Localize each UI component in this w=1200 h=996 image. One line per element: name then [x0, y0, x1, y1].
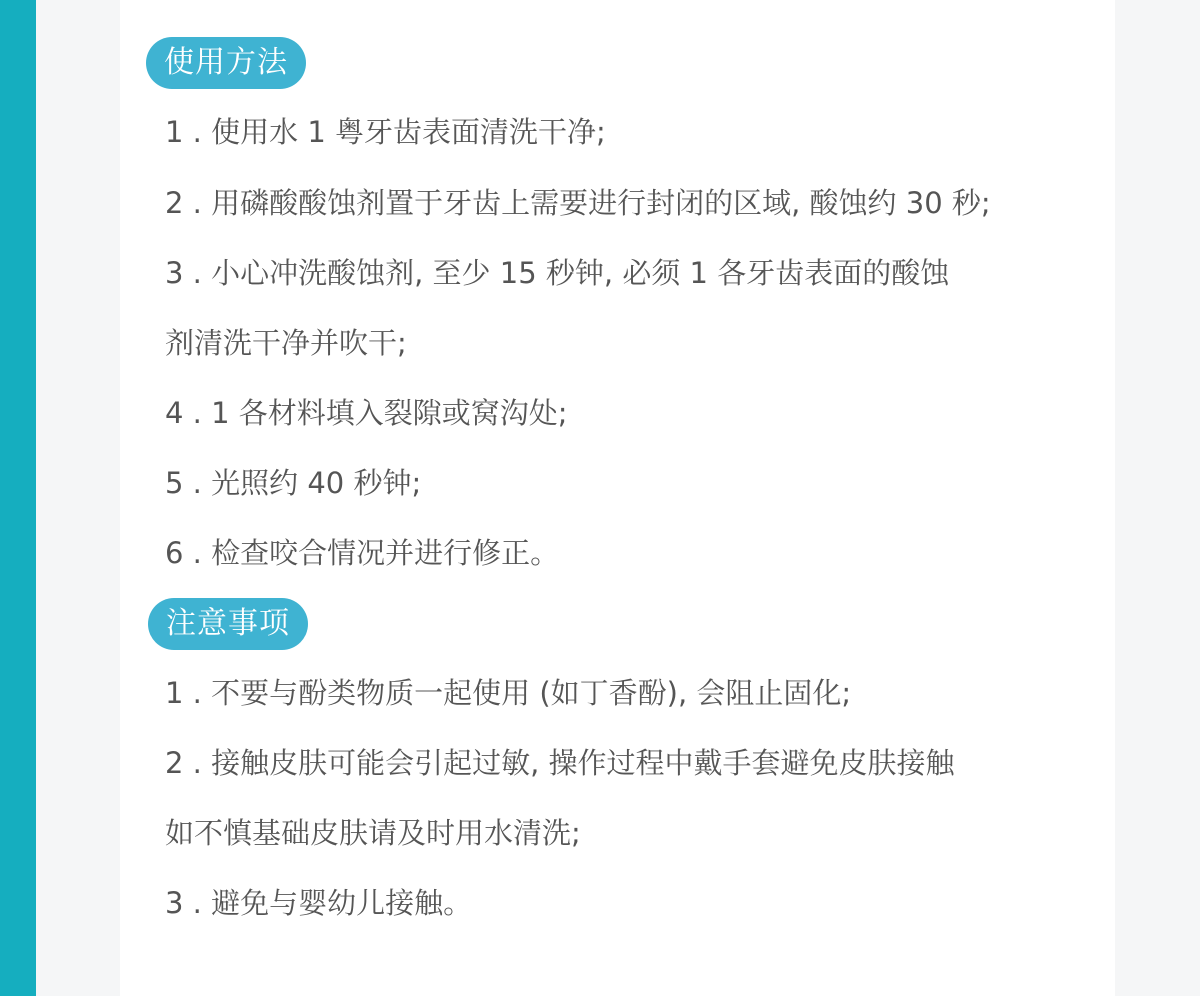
- left-accent-bar: [0, 0, 36, 996]
- notes-item-1: 1 . 不要与酚类物质一起使用 (如丁香酚), 会阻止固化;: [165, 676, 852, 710]
- notes-heading: 注意事项: [148, 598, 308, 650]
- usage-step-5: 5 . 光照约 40 秒钟;: [165, 466, 422, 500]
- usage-step-1: 1 . 使用水 1 粤牙齿表面清洗干净;: [165, 115, 606, 149]
- usage-step-4: 4 . 1 各材料填入裂隙或窝沟处;: [165, 396, 568, 430]
- notes-item-2-continued: 如不慎基础皮肤请及时用水清洗;: [165, 816, 581, 850]
- usage-step-3: 3 . 小心冲洗酸蚀剂, 至少 15 秒钟, 必须 1 各牙齿表面的酸蚀: [165, 256, 950, 290]
- notes-item-3: 3 . 避免与婴幼儿接触。: [165, 886, 473, 920]
- usage-heading: 使用方法: [146, 37, 306, 89]
- usage-step-6: 6 . 检查咬合情况并进行修正。: [165, 536, 560, 570]
- usage-step-2: 2 . 用磷酸酸蚀剂置于牙齿上需要进行封闭的区域, 酸蚀约 30 秒;: [165, 186, 991, 220]
- notes-item-2: 2 . 接触皮肤可能会引起过敏, 操作过程中戴手套避免皮肤接触: [165, 746, 955, 780]
- usage-step-3-continued: 剂清洗干净并吹干;: [165, 326, 407, 360]
